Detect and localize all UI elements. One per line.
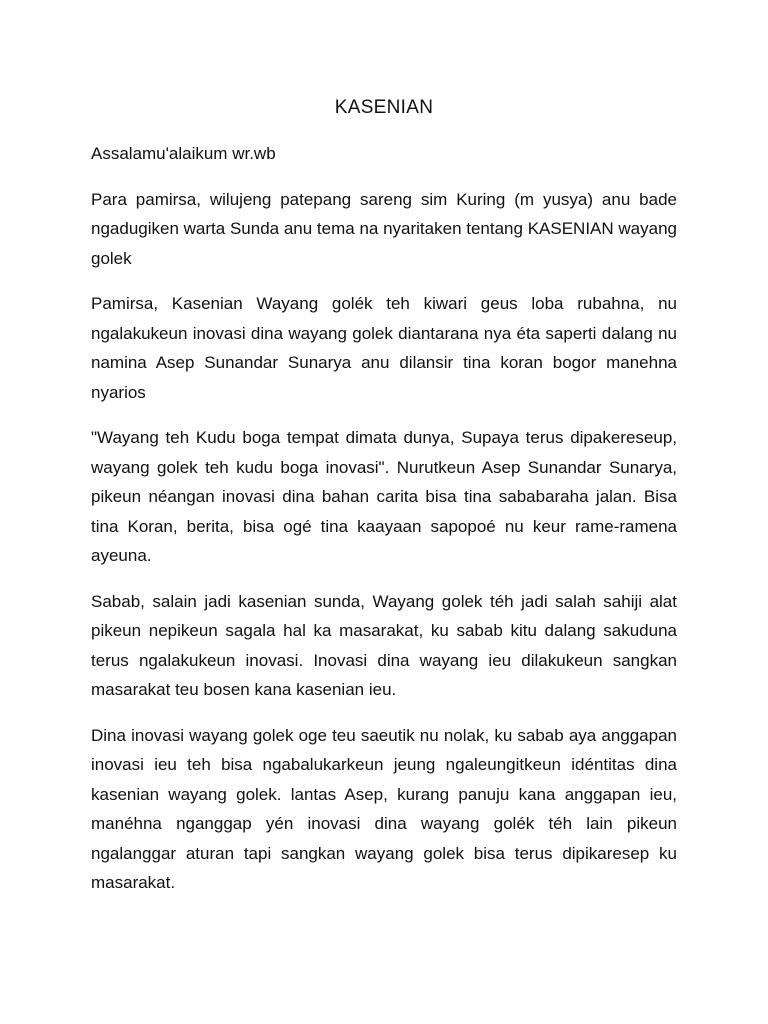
paragraph-quote: "Wayang teh Kudu boga tempat dimata dunya, Supaya terus dipakereseup, wayang golek teh kudu boga inovasi". Nurutkeun Asep Sunandar Sunarya, pikeun néangan inovasi dina bahan carita bisa tina sababaraha jalan. Bisa tina Koran, berita, bisa ogé tina kaayaan sapopoé nu keur rame-ramena ayeuna. xyxy=(91,428,677,565)
paragraph-greeting: Assalamu'alaikum wr.wb xyxy=(91,144,276,163)
document-title: KASENIAN xyxy=(334,97,434,118)
paragraph-debate: Dina inovasi wayang golek oge teu saeutik nu nolak, ku sabab aya anggapan inovasi ieu teh bisa ngabalukarkeun jeung ngaleungitkeun idéntitas dina kasenian wayang golek. lantas Asep, kurang panuju kana anggapan ieu, manéhna nganggap yén inovasi dina wayang golék téh lain pikeun ngalanggar aturan tapi sangkan wayang golek bisa terus dipikaresep ku masarakat. xyxy=(91,725,677,892)
paragraph-intro: Para pamirsa, wilujeng patepang sareng sim Kuring (m yusya) anu bade ngadugiken warta Sunda anu tema na nyaritaken tentang KASENIAN wayang golek xyxy=(91,189,677,268)
document-body xyxy=(91,139,677,914)
paragraph-reason: Sabab, salain jadi kasenian sunda, Wayang golek téh jadi salah sahiji alat pikeun nepikeun sagala hal ka masarakat, ku sabab kitu dalang sakuduna terus ngalakukeun inovasi. Inovasi dina wayang ieu dilakukeun sangkan masarakat teu bosen kana kasenian ieu. xyxy=(91,591,677,699)
paragraph-innovation: Pamirsa, Kasenian Wayang golék teh kiwari geus loba rubahna, nu ngalakukeun inovasi dina wayang golek diantarana nya éta saperti dalang nu namina Asep Sunandar Sunarya anu dilansir tina koran bogor manehna nyarios xyxy=(91,294,677,402)
